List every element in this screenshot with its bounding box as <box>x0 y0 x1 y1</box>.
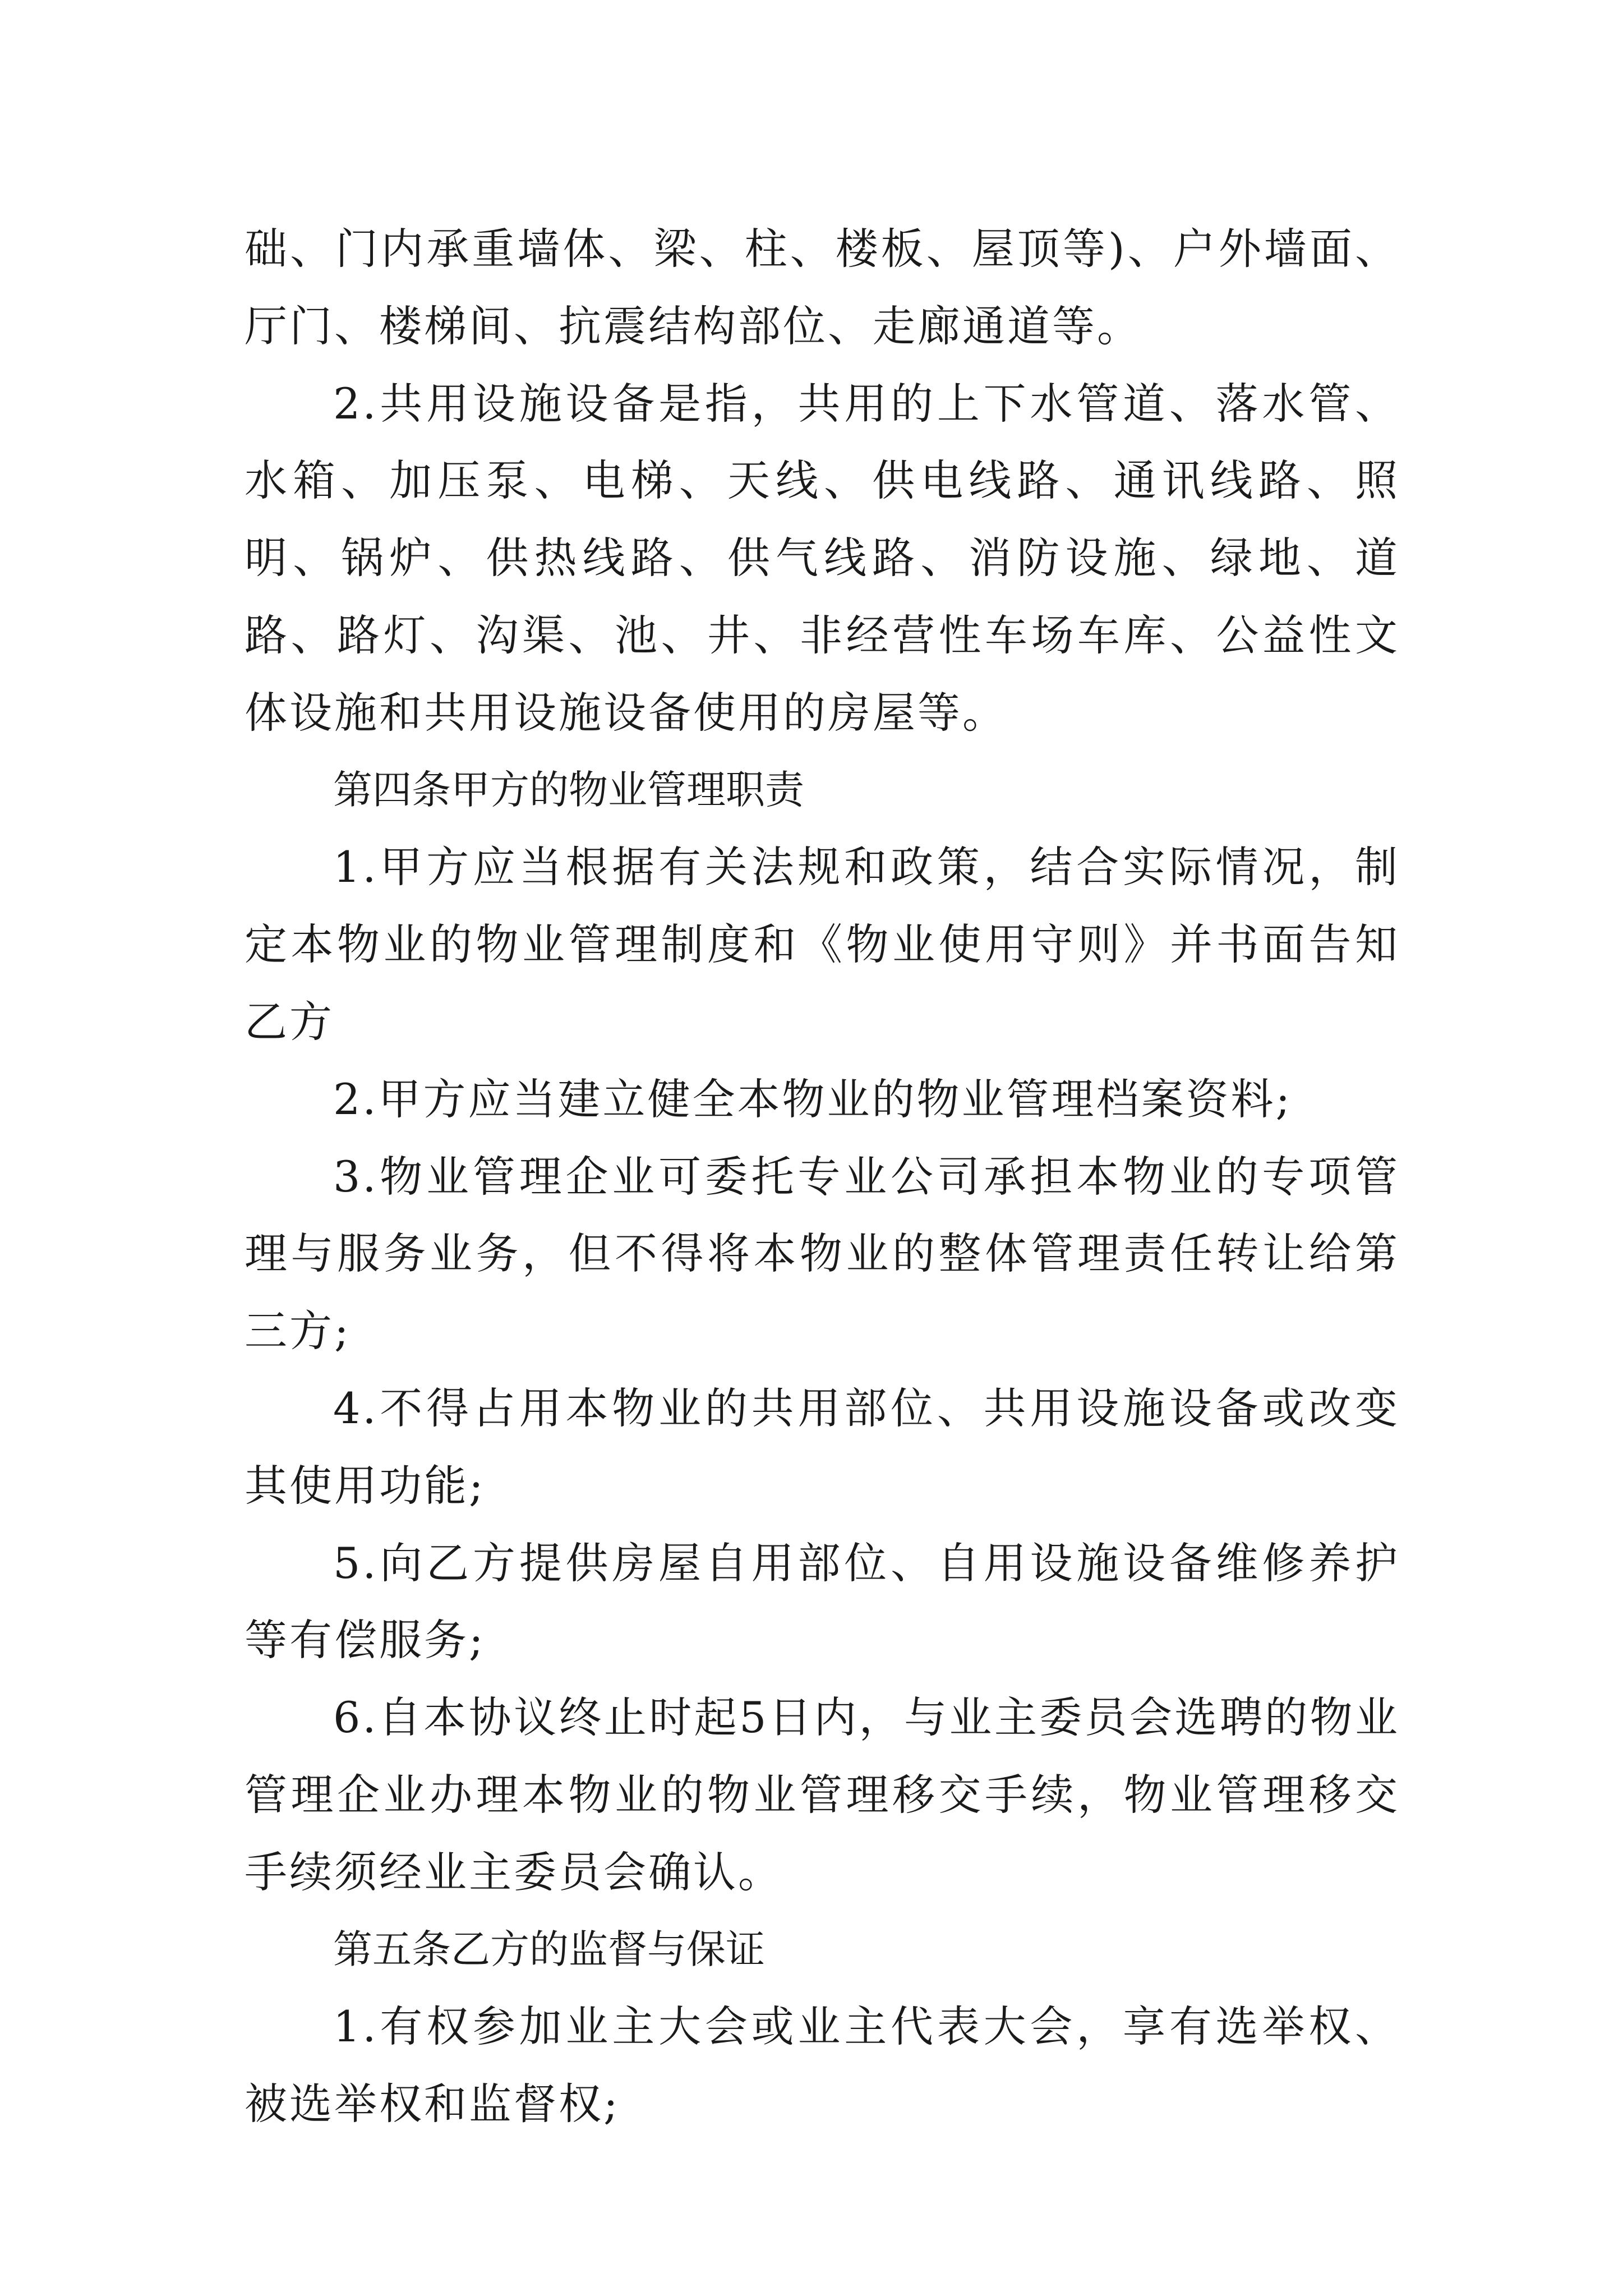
paragraph-common-facilities: 2.共用设施设备是指，共用的上下水管道、落水管、水箱、加压泵、电梯、天线、供电线路、通讯线路、照明、锅炉、供热线路、供气线路、消防设施、绿地、道路、路灯、沟渠、池、井、非经营性车场车库、公益性文体设施和共用设施设备使用的房屋等。 <box>245 378 1400 738</box>
article-4-item-6: 6.自本协议终止时起5日内，与业主委员会选聘的物业管理企业办理本物业的物业管理移交手续，物业管理移交手续须经业主委员会确认。 <box>245 1692 1400 1897</box>
article-4-item-5: 5.向乙方提供房屋自用部位、自用设施设备维修养护等有偿服务; <box>245 1538 1400 1665</box>
article-5-item-1: 1.有权参加业主大会或业主代表大会，享有选举权、被选举权和监督权; <box>245 2001 1400 2129</box>
article-4-heading: 第四条甲方的物业管理职责 <box>333 766 804 813</box>
document-body <box>245 210 1400 2143</box>
article-4-item-1: 1.甲方应当根据有关法规和政策，结合实际情况，制定本物业的物业管理制度和《物业使用守则》并书面告知乙方 <box>245 842 1400 1047</box>
paragraph-common-parts-continued: 础、门内承重墙体、梁、柱、楼板、屋顶等)、户外墙面、厅门、楼梯间、抗震结构部位、走廊通道等。 <box>245 224 1400 351</box>
article-5-heading: 第五条乙方的监督与保证 <box>333 1926 765 1972</box>
article-4-item-4: 4.不得占用本物业的共用部位、共用设施设备或改变其使用功能; <box>245 1383 1400 1511</box>
article-4-item-2: 2.甲方应当建立健全本物业的物业管理档案资料; <box>333 1074 1293 1124</box>
article-4-item-3: 3.物业管理企业可委托专业公司承担本物业的专项管理与服务业务，但不得将本物业的整体管理责任转让给第三方; <box>245 1151 1400 1356</box>
